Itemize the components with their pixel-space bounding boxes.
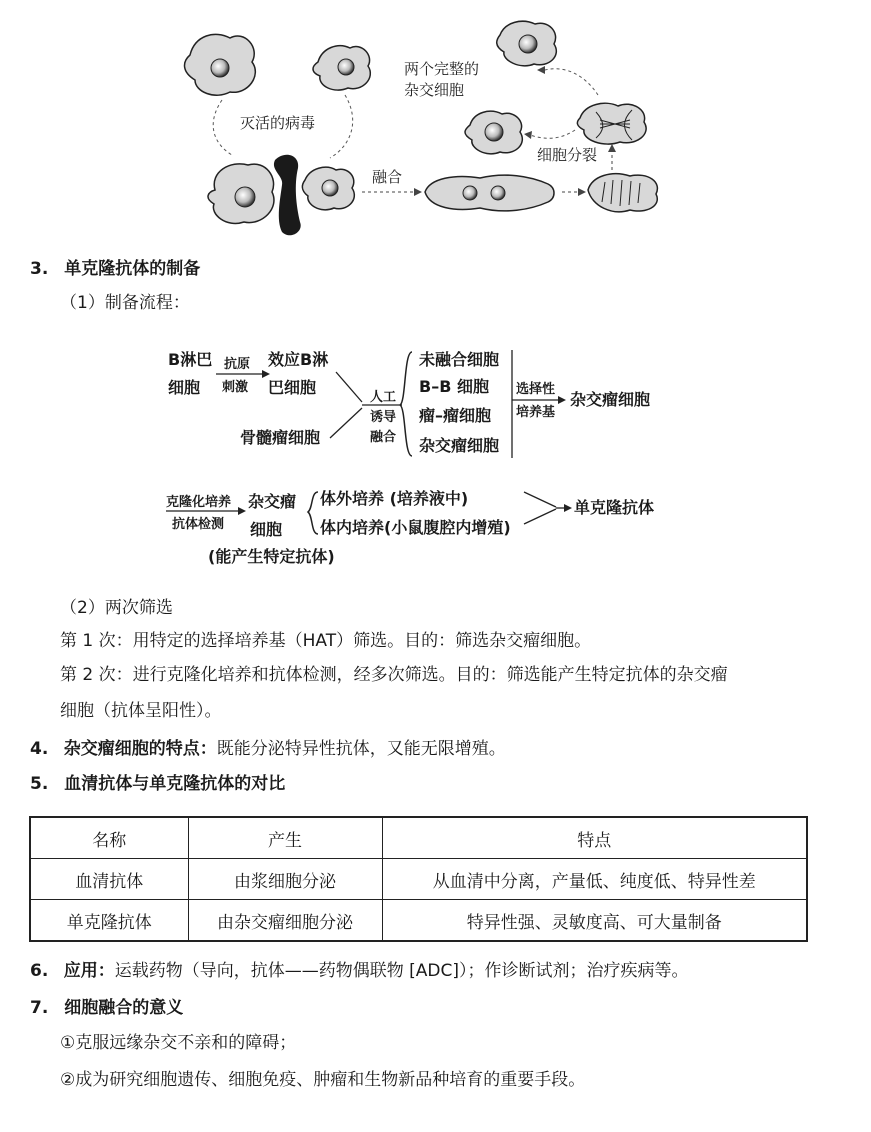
antibody-comparison-table <box>29 816 808 942</box>
flow-hybridoma: 杂交瘤 <box>248 492 297 511</box>
flow-output-hybridoma: 杂交瘤细胞 <box>570 390 651 409</box>
division-label: 细胞分裂 <box>537 146 598 164</box>
flow-hybridoma: 细胞 <box>250 520 283 539</box>
flow-result-item: B–B 细胞 <box>419 377 489 396</box>
table-cell: 由浆细胞分泌 <box>188 859 382 900</box>
section-number: 3. <box>30 259 49 279</box>
section-number: 7. <box>30 998 49 1018</box>
table-cell: 由杂交瘤细胞分泌 <box>188 900 382 942</box>
subsection-flow-title: （1）制备流程： <box>60 293 190 313</box>
flow-result-item: 未融合细胞 <box>419 350 500 369</box>
flow-clone-label: 抗体检测 <box>172 517 225 532</box>
flow-result-item: 杂交瘤细胞 <box>419 436 500 455</box>
flow-effector-cell: 巴细胞 <box>268 378 317 397</box>
significance-item-1: ①克服远缘杂交不亲和的障碍； <box>60 1033 297 1053</box>
flow-1-connectors <box>0 0 871 560</box>
table-header-row <box>30 817 807 859</box>
section-title: 应用： <box>63 961 115 981</box>
section-text: 运载药物（导向，抗体——药物偶联物 [ADC]）；作诊断试剂；治疗疾病等。 <box>114 961 689 981</box>
flow-culture-item: 体外培养 (培养液中) <box>320 489 469 508</box>
section-title: 血清抗体与单克隆抗体的对比 <box>64 774 286 794</box>
screening-step-2: 第 2 次：进行克隆化培养和抗体检测，经多次筛选。目的：筛选能产生特定抗体的杂交瘤 <box>60 665 728 685</box>
flow-product: 单克隆抗体 <box>574 498 655 517</box>
table-cell: 从血清中分离，产量低、纯度低、特异性差 <box>382 859 807 900</box>
section-text: 既能分泌特异性抗体，又能无限增殖。 <box>216 739 506 759</box>
table-cell: 血清抗体 <box>30 859 188 900</box>
section-title: 杂交瘤细胞的特点： <box>63 739 217 759</box>
table-cell: 特异性强、灵敏度高、可大量制备 <box>382 900 807 942</box>
flow-induce-label: 融合 <box>370 430 397 445</box>
flow-culture-item: 体内培养(小鼠腹腔内增殖) <box>320 518 511 537</box>
flow-selective-medium-label: 选择性 <box>516 382 556 397</box>
section-number: 6. <box>30 961 49 981</box>
subsection-screening-title: （2）两次筛选 <box>60 598 173 618</box>
table-header-cell: 特点 <box>382 817 807 859</box>
flow-b-cell: B淋巴 <box>168 350 213 369</box>
screening-step-1: 第 1 次：用特定的选择培养基（HAT）筛选。目的：筛选杂交瘤细胞。 <box>60 631 592 651</box>
table-row <box>30 859 807 900</box>
flow-induce-label: 诱导 <box>370 410 397 425</box>
section-5-heading <box>30 773 285 795</box>
fusion-label: 融合 <box>372 168 403 186</box>
section-title: 单克隆抗体的制备 <box>64 259 201 279</box>
section-6 <box>30 960 688 982</box>
flow-clone-label: 克隆化培养 <box>166 495 232 510</box>
significance-item-2: ②成为研究细胞遗传、细胞免疫、肿瘤和生物新品种培育的重要手段。 <box>60 1070 586 1090</box>
virus-label: 灭活的病毒 <box>240 114 316 132</box>
table-row <box>30 900 807 942</box>
flow-ability-note: (能产生特定抗体) <box>208 547 335 566</box>
section-4 <box>30 738 506 760</box>
section-title: 细胞融合的意义 <box>64 998 184 1018</box>
flow-effector-cell: 效应B淋 <box>268 350 329 369</box>
flow-result-item: 瘤–瘤细胞 <box>419 406 492 425</box>
hybrid-label-line1: 两个完整的 <box>404 60 480 78</box>
flow-b-cell: 细胞 <box>168 378 201 397</box>
flow-selective-medium-label: 培养基 <box>516 405 556 420</box>
flow-antigen-label: 抗原 <box>224 357 251 372</box>
flow-antigen-label: 刺激 <box>222 380 249 395</box>
screening-step-2-continued: 细胞（抗体呈阳性）。 <box>60 701 222 721</box>
section-number: 5. <box>30 774 49 794</box>
flow-induce-label: 人工 <box>370 390 397 405</box>
table-cell: 单克隆抗体 <box>30 900 188 942</box>
flow-myeloma-cell: 骨髓瘤细胞 <box>240 428 321 447</box>
hybrid-label-line2: 杂交细胞 <box>404 81 465 99</box>
section-number: 4. <box>30 739 49 759</box>
table-header-cell: 产生 <box>188 817 382 859</box>
section-7-heading <box>30 997 183 1019</box>
table-header-cell: 名称 <box>30 817 188 859</box>
